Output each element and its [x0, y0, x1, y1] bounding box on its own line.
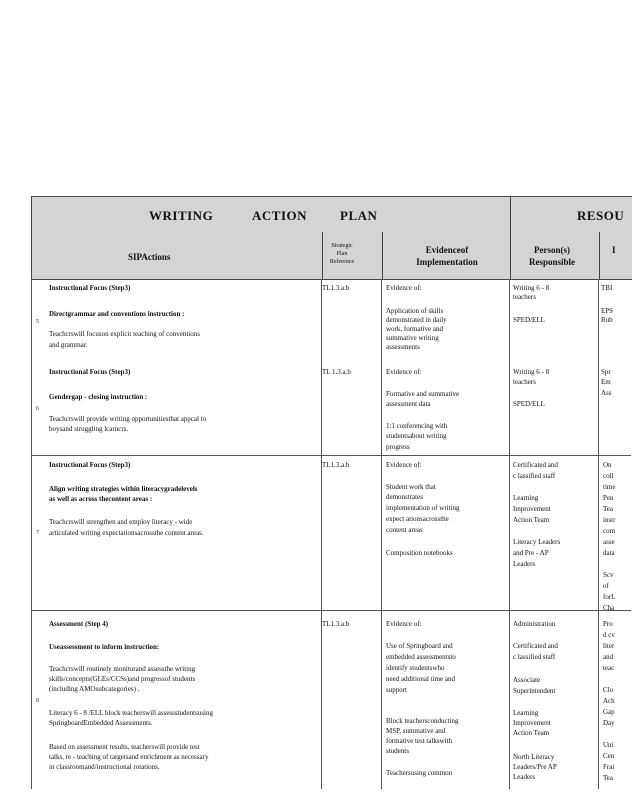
- row-evidence: assessments: [386, 343, 420, 351]
- row-resource: coll: [603, 472, 614, 480]
- row-ref: TL1.3.a.b: [322, 620, 350, 628]
- row-resource: Ass: [601, 389, 612, 397]
- col-strategic-line1: Strategic: [331, 243, 353, 249]
- row-resource: Tea: [603, 505, 614, 513]
- row-person: SPED/ELL: [513, 400, 545, 408]
- row-number: 7: [36, 530, 39, 536]
- row-resource: Pro: [603, 620, 613, 628]
- row-resource: Frai: [603, 763, 615, 771]
- row-description: Teachcrswill focuson explicit teaching of conventions: [49, 330, 200, 338]
- row-person: teachers: [513, 293, 536, 301]
- col-strategic-line2: Plan: [336, 251, 348, 257]
- row-evidence: implementation of writing: [386, 504, 460, 512]
- row-evidence: 1:1 conferencing with: [386, 422, 448, 430]
- row-person: Leaders: [513, 773, 536, 781]
- row-resource: of: [603, 582, 609, 590]
- header-sep: [382, 232, 383, 279]
- row-evidence: Teachersusing common: [386, 769, 453, 777]
- table-border: [509, 279, 510, 789]
- row-resource: time: [603, 483, 616, 491]
- row-person: and Pre - AP: [513, 549, 549, 557]
- row-evidence: Use of Springboard and: [386, 642, 453, 650]
- resources-title: RESOU: [577, 208, 625, 223]
- row-person: Action Team: [513, 729, 550, 737]
- row-evidence: content areas: [386, 526, 423, 534]
- row-evidence: Evidence of:: [386, 461, 422, 469]
- row-person: Administration: [513, 620, 556, 628]
- row-description-cont: boysand struggling lcarncrs.: [49, 425, 129, 433]
- row-resource: Clo: [603, 686, 614, 694]
- row-evidence: need additional time and: [386, 675, 456, 683]
- row-focus: Instructional Focus (Step3): [49, 461, 131, 469]
- row-resource: and: [603, 653, 614, 661]
- table-border: [598, 279, 599, 789]
- row-evidence: students: [386, 747, 409, 755]
- row-ref: TL 1.3.a.b: [322, 368, 351, 376]
- row-description-cont: skills/concepts(GLEs/CCSs)and progressof students: [49, 675, 196, 683]
- title-word-1: WRITING: [149, 208, 214, 223]
- row-resource: Cen: [603, 752, 615, 760]
- row-person: teachers: [513, 378, 536, 386]
- col-evidence-line2: Implementation: [416, 257, 478, 267]
- row-resource: d cv: [603, 631, 615, 639]
- row-description: Teachcrswill strengthen and employ literacy - wide: [49, 518, 193, 526]
- row-description-cont: talks, re - teaching of targetsand enrichment as necessary: [49, 753, 209, 761]
- row-resource: data: [603, 549, 615, 557]
- row-person: SPED/ELL: [513, 316, 545, 324]
- row-resource: Em: [601, 378, 611, 386]
- col-person-line2: Responsible: [528, 257, 575, 267]
- row-description: Literacy 6 - 8 /ELL block teacherswill assessstudentsusing: [49, 709, 214, 717]
- row-evidence: Evidence of:: [386, 620, 422, 628]
- column-header-row: [31, 232, 632, 280]
- row-person: Learning: [513, 494, 539, 502]
- row-evidence: Formative and summative: [386, 390, 460, 398]
- row-person: Action Team: [513, 516, 550, 524]
- col-evidence-line1: Evidenceof: [425, 245, 469, 255]
- row-evidence: studentsabout writing: [386, 432, 447, 440]
- header-sep: [599, 232, 600, 279]
- title-row: [31, 196, 632, 234]
- row-person: North Literacy: [513, 753, 555, 761]
- row-resource: forL: [603, 593, 616, 601]
- row-evidence: summative writing: [386, 334, 439, 342]
- row-person: Literacy Leaders: [513, 538, 561, 546]
- row-resource: On: [603, 461, 612, 469]
- row-resource: Day: [603, 719, 615, 727]
- row-evidence: work, formative and: [386, 325, 443, 333]
- row-person: Superintendent: [513, 687, 556, 695]
- row-subheading: Directgrammar and conventions instruction :: [49, 310, 185, 318]
- row-evidence: formative test talkswith: [386, 737, 453, 745]
- row-evidence: MSP, summative and: [386, 727, 446, 735]
- row-description: Teachcrswill routinely monitorand assessthe writing: [49, 665, 196, 673]
- row-description: Teachcrswill provide writing opportunitiesthat appcal to: [49, 415, 207, 423]
- row-evidence: Application of skills: [386, 307, 444, 315]
- row-resource: TBI: [601, 284, 613, 292]
- row-resource: Pen: [603, 494, 614, 502]
- row-person: Writing 6 - 8: [513, 284, 550, 292]
- row-evidence: identify studentswho: [386, 664, 445, 672]
- row-person: Associate: [513, 676, 541, 684]
- row-subheading-cont: as well as across thecontent areas :: [49, 495, 153, 503]
- row-description-cont: and grammar.: [49, 341, 88, 349]
- row-focus: Assessment (Step 4): [49, 620, 109, 628]
- col-resources-partial: I: [612, 245, 616, 255]
- row-person: Leaders/Pre AP: [513, 763, 557, 771]
- row-evidence: embedded assessmentsto: [386, 653, 456, 661]
- row-evidence: Evidence of:: [386, 284, 422, 292]
- row-resource: com: [603, 527, 616, 535]
- row-evidence: demonstrated in daily: [386, 316, 447, 324]
- row-person: Improvement: [513, 505, 551, 513]
- row-number: 6: [36, 406, 39, 412]
- row-resource: Rub: [601, 316, 613, 324]
- action-plan-table: [31, 279, 631, 789]
- table-border: [31, 279, 32, 789]
- col-strategic-ref: [322, 242, 362, 266]
- title-word-2: ACTION: [252, 208, 308, 223]
- row-subheading: Gendergap - closing instruction :: [49, 393, 148, 401]
- row-description-cont: articulated writing expectationsacrossthe content areas.: [49, 529, 204, 537]
- title-word-3: PLAN: [340, 208, 378, 223]
- row-divider: [31, 455, 631, 456]
- row-person: Improvement: [513, 719, 551, 727]
- row-resource: Scv: [603, 571, 614, 579]
- row-description-cont: (including AMOsubcategories) .: [49, 685, 140, 693]
- title-separator: [510, 197, 511, 233]
- row-resource: Tea: [603, 774, 614, 782]
- row-focus: Instructional Focus (Step3): [49, 368, 131, 376]
- row-ref: TL1.3.a.b: [322, 284, 350, 292]
- row-evidence: support: [386, 686, 407, 694]
- table-border: [321, 279, 322, 789]
- row-evidence: Evidence of:: [386, 368, 422, 376]
- row-person: c lassified staff: [513, 653, 556, 661]
- row-evidence: Composition notebooks: [386, 549, 453, 557]
- row-number: 8: [36, 698, 39, 704]
- row-resource: Cha: [603, 604, 615, 612]
- table-border: [381, 279, 382, 789]
- row-evidence: progress: [386, 443, 410, 451]
- row-resource: Uni: [603, 741, 614, 749]
- col-person: [510, 244, 594, 268]
- row-evidence: demonstrates: [386, 493, 423, 501]
- row-resource: Gap: [603, 708, 615, 716]
- row-description-cont: SpringboardEmbedded Assessments.: [49, 719, 153, 727]
- row-resource: instr: [603, 516, 616, 524]
- row-person: Leaders: [513, 560, 536, 568]
- row-resource: asse: [603, 538, 615, 546]
- row-subheading: Useassessment to inform instruction:: [49, 643, 160, 651]
- row-resource: Spr: [601, 368, 611, 376]
- row-evidence: assessment data: [386, 400, 431, 408]
- row-evidence: expect ationsacrossthe: [386, 515, 449, 523]
- row-resource: EPS: [601, 307, 614, 315]
- col-sip-actions: SIPActions: [128, 252, 171, 262]
- row-description-cont: in classroomand/instructional rotations.: [49, 763, 160, 771]
- row-ref: TL1.3.a.b: [322, 461, 350, 469]
- row-number: 5: [36, 319, 39, 325]
- row-person: c lassified staff: [513, 472, 556, 480]
- row-resource: liter: [603, 642, 615, 650]
- row-subheading: Align writing strategies within literacygradelevels: [49, 485, 198, 493]
- col-evidence: [384, 244, 510, 268]
- row-focus: Instructional Focus (Step3): [49, 284, 131, 292]
- row-evidence: Student work that: [386, 483, 436, 491]
- col-person-line1: Person(s): [534, 245, 570, 255]
- row-resource: Ach: [603, 697, 615, 705]
- row-person: Certificated and: [513, 461, 558, 469]
- row-person: Learning: [513, 709, 539, 717]
- row-person: Certificated and: [513, 642, 558, 650]
- row-resource: teac: [603, 664, 615, 672]
- row-description: Based on assessment results, teacherswill provide test: [49, 743, 200, 751]
- row-divider: [31, 610, 631, 611]
- row-person: Writing 6 - 8: [513, 368, 550, 376]
- row-evidence: Block teachersconducting: [386, 717, 459, 725]
- col-strategic-line3: Reference: [329, 259, 355, 265]
